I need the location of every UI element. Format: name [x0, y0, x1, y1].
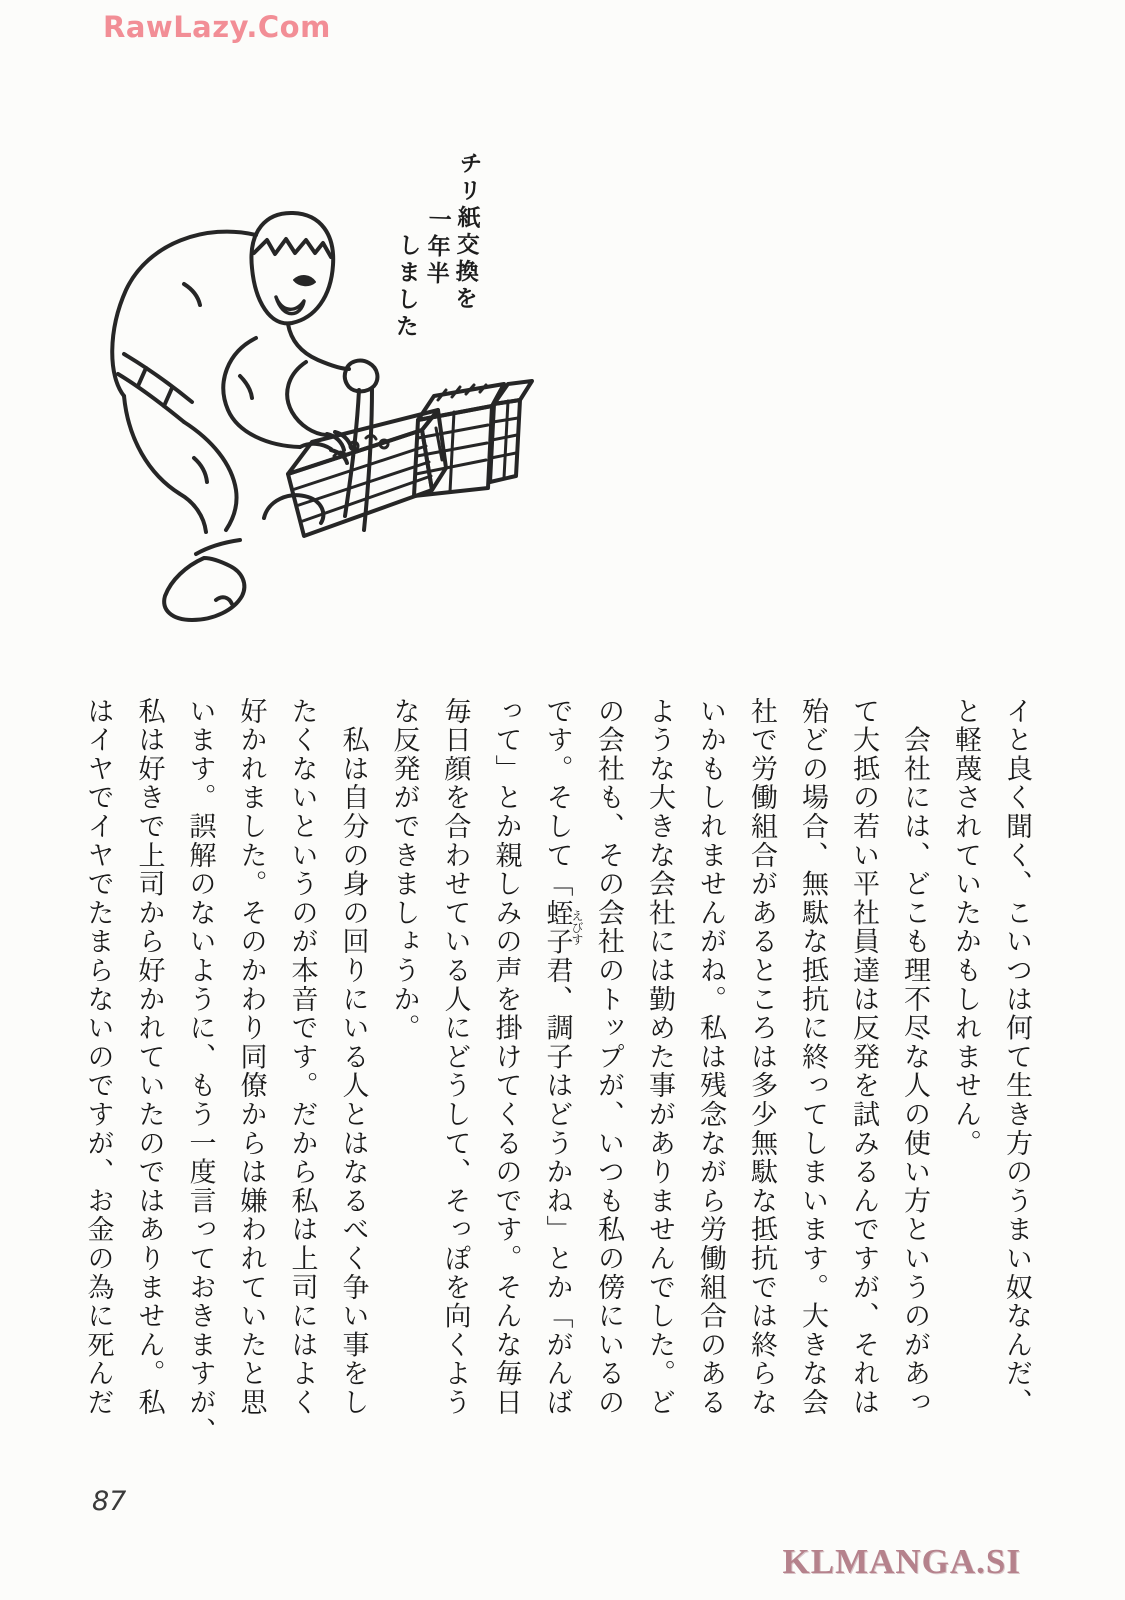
text-before-ruby: です。そして「 [541, 697, 573, 899]
text-column-05: 殆どの場合、無駄な抵抗に終ってしまいます。大きな会 [797, 697, 828, 1417]
body-text-vertical [73, 697, 1043, 1455]
text-after-ruby: 君、調子はどうかね」とか「がんば [541, 956, 573, 1418]
text-column-17: います。誤解のないように、もう一度言っておきますが、 [184, 697, 216, 1446]
ruby-base: 蛭子 [541, 898, 573, 957]
text-column-03: 会社には、どこも理不尽な人の使い方というのがあっ [899, 697, 930, 1417]
text-column-16: 好かれました。そのかわり同僚からは嫌われていたと思 [235, 697, 267, 1417]
text-column-11: って」とか親しみの声を掛けてくるのです。そんな毎日 [490, 697, 522, 1417]
text-column-07: いかもしれませんがね。私は残念ながら労働組合のある [695, 697, 726, 1417]
text-column-04: て大抵の若い平社員達は反発を試みるんですが、それは [848, 697, 879, 1417]
text-column-08: ような大きな会社には勤めた事がありませんでした。ど [644, 697, 675, 1417]
caption-line: チリ紙交換を [450, 150, 482, 314]
caption-line: しました [391, 232, 422, 342]
caption-line: 一年半 [422, 206, 452, 289]
site-watermark-bottom: KLMANGA.SI [782, 1542, 1021, 1581]
text-column-09: の会社も、その会社のトップが、いつも私の傍にいるの [593, 697, 624, 1417]
handwritten-caption [388, 149, 483, 382]
ruby-reading: えびす [570, 898, 584, 957]
text-column-12: 毎日顔を合わせている人にどうして、そっぽを向くよう [439, 697, 471, 1417]
text-column-02: と軽蔑されていたかもしれません。 [950, 697, 981, 1158]
text-column-06: 社で労働組合があるところは多少無駄な抵抗では終らな [746, 697, 777, 1417]
text-column-14: 私は自分の身の回りにいる人とはなるべく争い事をし [337, 697, 369, 1417]
text-column-19: はイヤでイヤでたまらないのですが、お金の為に死んだ [82, 697, 114, 1417]
text-column-10 [532, 697, 584, 1455]
text-column-18: 私は好きで上司から好かれていたのではありません。私 [133, 697, 165, 1417]
furigana-ebisu [541, 898, 584, 957]
site-watermark-top: RawLazy.Com [103, 10, 331, 44]
page-number: 87 [92, 1486, 127, 1517]
text-column-13: な反発ができましょうか。 [388, 697, 420, 1043]
text-column-01: イと良く聞く、こいつは何て生き方のうまい奴なんだ、 [1001, 697, 1032, 1417]
text-column-15: たくないというのが本音です。だから私は上司にはよく [286, 697, 318, 1417]
